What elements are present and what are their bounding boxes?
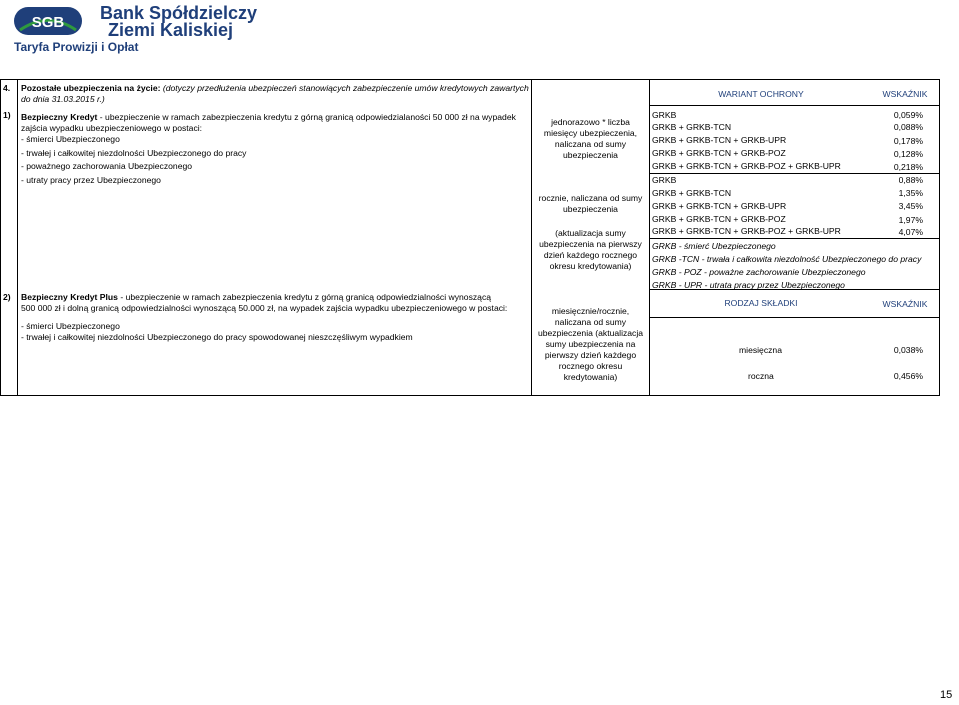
item1-name: Bezpieczny Kredyt	[21, 112, 98, 122]
item2-desc-2: 500 000 zł i dolną granicą odpowiedzialności wynoszącą 50.000 zł, na wypadek zajścia wypadku ubezpieczeniowego w postaci:	[21, 303, 508, 313]
variant-rate: 0,088%	[893, 122, 923, 132]
item2-risk: - śmierci Ubezpieczonego	[21, 321, 120, 331]
item1-desc: - ubezpieczenie w ramach zabezpieczenia kredytu z górną granicą odpowiedzialaności 50 000 zł na wypadek	[97, 112, 516, 122]
item2-desc: - ubezpieczenie w ramach zabezpieczenia kredytu z górną granicą odpowiedzialności wynoszącą	[117, 292, 492, 302]
item1-risk: - trwałej i całkowitej niezdolności Ubezpieczonego do pracy	[21, 148, 247, 158]
variant-name: GRKB + GRKB-TCN + GRKB-POZ + GRKB-UPR	[652, 226, 841, 236]
legend-item: GRKB - POZ - poważne zachorowanie Ubezpieczonego	[652, 267, 866, 277]
section-title-italic-2: do dnia 31.03.2015 r.)	[21, 94, 105, 104]
item1-marker: 1)	[3, 110, 11, 120]
item1-risk: - poważnego zachorowania Ubezpieczonego	[21, 161, 193, 171]
variant-name: GRKB	[652, 110, 677, 120]
bank-name-line1: Bank Spółdzielczy	[100, 3, 258, 23]
row-divider	[649, 173, 940, 174]
item2-name: Bezpieczny Kredyt Plus	[21, 292, 118, 302]
variant-name: GRKB + GRKB-TCN + GRKB-UPR	[652, 135, 787, 145]
premium-type: roczna	[748, 371, 774, 381]
premium-type: miesięczna	[739, 345, 782, 355]
premium-rate-header: WSKAŹNIK	[882, 299, 928, 309]
variant-rate: 0,218%	[893, 162, 923, 172]
sgb-logo-icon	[14, 5, 82, 37]
page-number: 15	[940, 689, 953, 701]
payment-update: (aktualizacja sumy ubezpieczenia na pierwszy dzień każdego rocznego okresu kredytowania)	[539, 228, 642, 271]
section-number: 4.	[3, 83, 11, 93]
section-title	[21, 83, 529, 94]
variant-rate: 1,97%	[898, 215, 923, 225]
item2-description	[21, 292, 491, 303]
page-subtitle: Taryfa Prowizji i Opłat	[14, 40, 139, 54]
premium-rate: 0,038%	[893, 345, 923, 355]
variant-rate: 1,35%	[898, 188, 923, 198]
variant-rate: 0,059%	[893, 110, 923, 120]
variant-name: GRKB + GRKB-TCN	[652, 188, 732, 198]
variant-rate: 0,178%	[893, 136, 923, 146]
section-title-bold: Pozostałe ubezpieczenia na życie:	[21, 83, 161, 93]
item1-risk: - utraty pracy przez Ubezpieczonego	[21, 175, 161, 185]
item1-desc-2: zajścia wypadku ubezpieczeniowego w postaci:	[21, 123, 203, 133]
legend-item: GRKB -TCN - trwała i całkowita niezdolność Ubezpieczonego do pracy	[652, 254, 922, 264]
variant-header: WARIANT OCHRONY	[718, 89, 804, 99]
variant-name: GRKB + GRKB-TCN + GRKB-POZ	[652, 148, 786, 158]
variant-name: GRKB	[652, 175, 677, 185]
row-divider	[649, 105, 940, 106]
legend-item: GRKB - śmierć Ubezpieczonego	[652, 241, 776, 251]
variant-rate: 0,88%	[898, 175, 923, 185]
row-divider	[649, 317, 940, 318]
insurance-table	[0, 79, 940, 396]
item2-marker: 2)	[3, 292, 11, 302]
variant-rate: 0,128%	[893, 149, 923, 159]
payment-onetime: jednorazowo * liczba miesięcy ubezpieczenia, naliczana od sumy ubezpieczenia	[543, 117, 638, 160]
variant-rate: 3,45%	[898, 201, 923, 211]
premium-type-header: RODZAJ SKŁADKI	[724, 298, 798, 308]
variant-rate-header: WSKAŹNIK	[882, 89, 928, 99]
variant-rate: 4,07%	[898, 227, 923, 237]
section-title-italic: (dotyczy przedłużenia ubezpieczeń stanowiących zabezpieczenie umów kredytowych zawartych	[162, 83, 529, 93]
item1-risk: - śmierci Ubezpieczonego	[21, 134, 120, 144]
payment-annual: rocznie, naliczana od sumy ubezpieczenia	[538, 193, 643, 214]
payment-plus: miesięcznie/rocznie, naliczana od sumy ubezpieczenia (aktualizacja sumy ubezpieczenia na pierwszy dzień każdego rocznego okresu kredytowania)	[537, 306, 644, 382]
item1-description	[21, 112, 516, 123]
logo-badge-text: SGB	[31, 14, 65, 31]
bank-name-line2: Ziemi Kaliskiej	[108, 20, 234, 40]
variant-name: GRKB + GRKB-TCN + GRKB-POZ + GRKB-UPR	[652, 161, 841, 171]
variant-name: GRKB + GRKB-TCN	[652, 122, 732, 132]
variant-name: GRKB + GRKB-TCN + GRKB-UPR	[652, 201, 787, 211]
row-divider	[649, 238, 940, 239]
variant-name: GRKB + GRKB-TCN + GRKB-POZ	[652, 214, 786, 224]
col-divider	[17, 80, 18, 395]
premium-rate: 0,456%	[893, 371, 923, 381]
legend-item: GRKB - UPR - utrata pracy przez Ubezpieczonego	[652, 280, 845, 290]
bank-logo	[14, 3, 264, 39]
item2-risk: - trwałej i całkowitej niezdolności Ubezpieczonego do pracy spowodowanej nieszczęśliwym wypadkiem	[21, 332, 413, 342]
